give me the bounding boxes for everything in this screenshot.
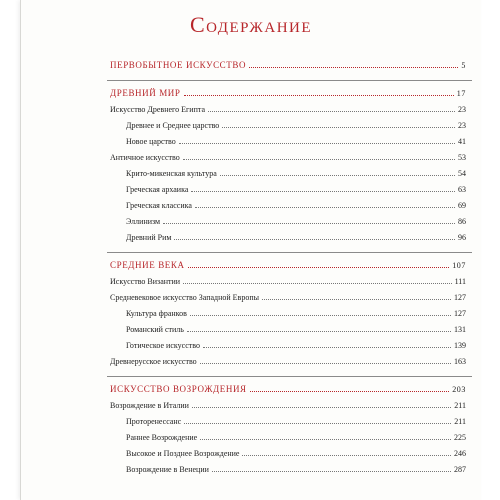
toc-part-ancient-world: [110, 84, 466, 246]
toc-entry-label: Крито-микенская культура: [126, 169, 217, 178]
toc-entry[interactable]: [110, 414, 466, 430]
toc-entry-label: Средневековое искусство Западной Европы: [110, 293, 259, 302]
leader-dots: [183, 278, 452, 284]
toc-entry[interactable]: [110, 338, 466, 354]
toc-entry-label: Новое царство: [126, 137, 176, 146]
leader-dots: [250, 386, 450, 392]
leader-dots: [195, 202, 455, 208]
leader-dots: [200, 358, 451, 364]
toc-entry-page: 225: [454, 433, 466, 442]
toc-entry[interactable]: [110, 182, 466, 198]
leader-dots: [191, 186, 455, 192]
leader-dots: [200, 434, 451, 440]
toc-entry[interactable]: [110, 230, 466, 246]
toc-entry-page: 41: [458, 137, 466, 146]
toc-entry[interactable]: [110, 118, 466, 134]
toc-entry-label: Греческая классика: [126, 201, 192, 210]
toc-entry[interactable]: [110, 84, 466, 102]
section-divider: [107, 376, 472, 377]
leader-dots: [187, 326, 451, 332]
toc-entry[interactable]: [110, 214, 466, 230]
toc-entry[interactable]: [110, 462, 466, 478]
leader-dots: [208, 106, 455, 112]
toc-entry-page: 86: [458, 217, 466, 226]
toc-entry-label: Проторенессанс: [126, 417, 182, 426]
toc-entry-label: Возрождение в Италии: [110, 401, 189, 410]
toc-entry-page: 139: [454, 341, 466, 350]
toc-entry-label: Эллинизм: [126, 217, 161, 226]
toc-entry-page: 69: [458, 201, 466, 210]
toc-entry-label: Готическое искусство: [126, 341, 200, 350]
toc-entry[interactable]: [110, 134, 466, 150]
toc-entry-label: Античное искусство: [110, 153, 180, 162]
toc-entry-page: 211: [454, 417, 466, 426]
toc-entry-label: Искусство Византии: [110, 277, 181, 286]
toc-entry-page: 17: [456, 89, 466, 98]
toc-entry[interactable]: [110, 306, 466, 322]
toc-entry[interactable]: [110, 274, 466, 290]
toc-entry[interactable]: [110, 354, 466, 370]
toc-entry[interactable]: [110, 56, 466, 74]
toc-entry-label: Греческая архаика: [126, 185, 189, 194]
leader-dots: [188, 262, 450, 268]
toc-entry-page: 53: [458, 153, 466, 162]
toc-entry[interactable]: [110, 166, 466, 182]
leader-dots: [262, 294, 451, 300]
leader-dots: [203, 342, 451, 348]
toc-entry-page: 127: [454, 293, 466, 302]
leader-dots: [212, 466, 451, 472]
leader-dots: [249, 62, 458, 68]
page-title: Содержание: [189, 12, 313, 37]
toc-entry-page: 287: [454, 465, 466, 474]
toc-entry-page: 163: [454, 357, 466, 366]
toc-entry-label: Высокое и Позднее Возрождение: [126, 449, 240, 458]
toc-entry-label: Древнерусское искусство: [110, 357, 197, 366]
toc-entry-label: Раннее Возрождение: [126, 433, 198, 442]
toc-entry-label: Культура франков: [126, 309, 187, 318]
leader-dots: [184, 418, 451, 424]
section-divider: [107, 252, 472, 253]
toc-entry[interactable]: [110, 446, 466, 462]
toc-entry[interactable]: [110, 290, 466, 306]
toc-entry-page: 54: [458, 169, 466, 178]
toc-entry[interactable]: [110, 322, 466, 338]
leader-dots: [220, 170, 455, 176]
toc-entry[interactable]: [110, 150, 466, 166]
toc-entry-page: 131: [454, 325, 466, 334]
toc-entry[interactable]: [110, 198, 466, 214]
toc-entry-label: ПЕРВОБЫТНОЕ ИСКУССТВО: [110, 60, 247, 70]
toc-entry-page: 5: [461, 61, 466, 70]
toc-entry[interactable]: [110, 398, 466, 414]
toc-entry-page: 203: [452, 385, 466, 394]
toc-entry-page: 246: [454, 449, 466, 458]
section-divider: [107, 80, 472, 81]
leader-dots: [163, 218, 455, 224]
toc-entry-label: Древнее и Среднее царство: [126, 121, 220, 130]
leader-dots: [222, 122, 455, 128]
toc-entry[interactable]: [110, 430, 466, 446]
toc-entry-label: Возрождение в Венеции: [126, 465, 209, 474]
toc-entry[interactable]: [110, 256, 466, 274]
leader-dots: [174, 234, 455, 240]
toc-entry-page: 63: [458, 185, 466, 194]
leader-dots: [190, 310, 451, 316]
toc-entry-label: Искусство Древнего Египта: [110, 105, 205, 114]
toc-entry-label: ДРЕВНИЙ МИР: [110, 88, 181, 98]
leader-dots: [242, 450, 451, 456]
toc-entry-page: 211: [454, 401, 466, 410]
toc-entry-label: Романский стиль: [126, 325, 184, 334]
toc-entry-page: 111: [454, 277, 466, 286]
toc-entry[interactable]: [110, 102, 466, 118]
toc-entry-page: 96: [458, 233, 466, 242]
table-of-contents: [110, 56, 466, 478]
toc-entry-label: СРЕДНИЕ ВЕКА: [110, 260, 185, 270]
toc-entry-page: 23: [458, 105, 466, 114]
book-page: [20, 0, 481, 500]
toc-entry-label: ИСКУССТВО ВОЗРОЖДЕНИЯ: [110, 384, 247, 394]
toc-part-renaissance: [110, 380, 466, 478]
leader-dots: [183, 154, 455, 160]
toc-part-prehistoric: [110, 56, 466, 74]
leader-dots: [192, 402, 451, 408]
toc-entry-page: 127: [454, 309, 466, 318]
leader-dots: [179, 138, 455, 144]
toc-entry-label: Древний Рим: [126, 233, 172, 242]
leader-dots: [184, 90, 454, 96]
toc-entry-page: 23: [458, 121, 466, 130]
toc-entry[interactable]: [110, 380, 466, 398]
toc-part-middle-ages: [110, 256, 466, 370]
toc-entry-page: 107: [452, 261, 466, 270]
